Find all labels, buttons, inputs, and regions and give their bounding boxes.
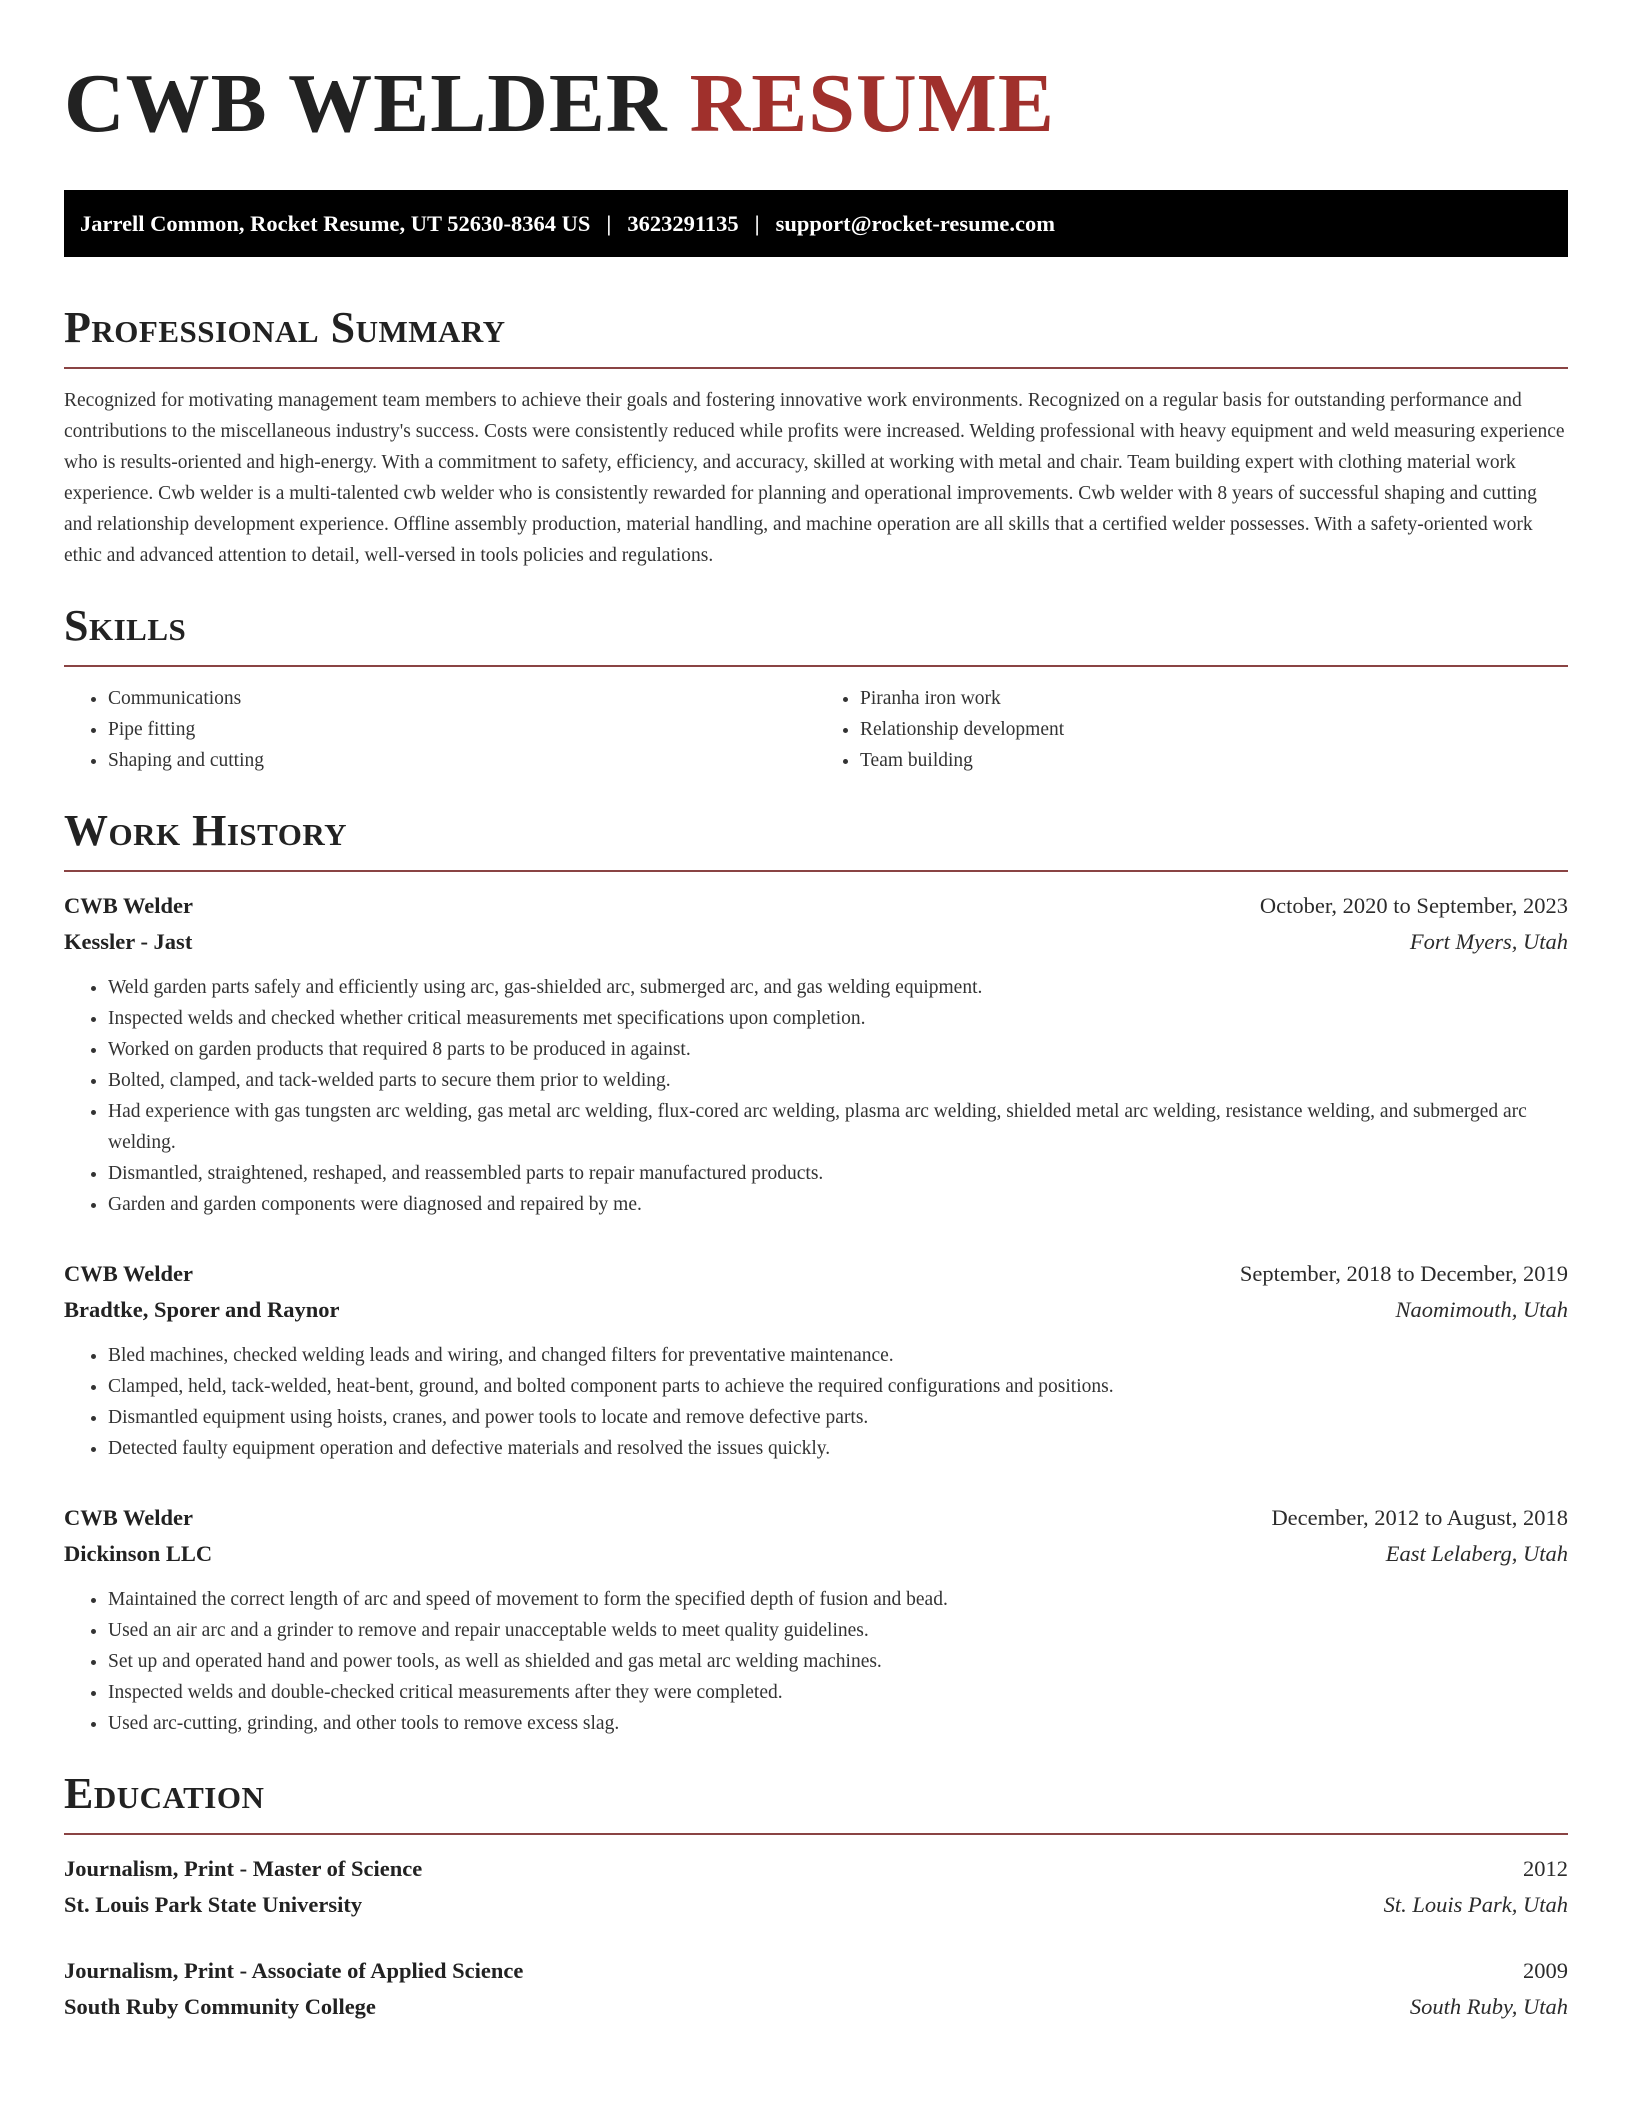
skills-heading: Skills [64, 601, 187, 650]
section-divider [64, 870, 1568, 872]
education-degree: Journalism, Print - Master of Science [64, 1856, 423, 1881]
skill-item: • Team building [860, 745, 1568, 776]
job-company: Bradtke, Sporer and Raynor [64, 1297, 340, 1322]
job-bullet: • Dismantled, straightened, reshaped, and reassembled parts to repair manufactured products. [108, 1158, 1568, 1189]
education-degree: Journalism, Print - Associate of Applied Science [64, 1958, 524, 1983]
job-title: CWB Welder [64, 893, 193, 918]
work-heading: Work History [64, 806, 348, 855]
job-company: Kessler - Jast [64, 929, 193, 954]
section-divider [64, 1833, 1568, 1835]
job-bullets [64, 1340, 1568, 1464]
job-bullet: • Weld garden parts safely and efficiently using arc, gas-shielded arc, submerged arc, and gas welding equipment. [108, 972, 1568, 1003]
job-bullet: • Used an air arc and a grinder to remove and repair unacceptable welds to meet quality guidelines. [108, 1615, 1568, 1646]
job-entry [64, 1500, 1568, 1739]
contact-separator: | [606, 210, 612, 236]
education-year: 2012 [1523, 1856, 1568, 1881]
summary-heading: Professional Summary [64, 303, 506, 352]
education-entry [64, 1953, 1568, 2025]
education-entry [64, 1851, 1568, 1923]
contact-separator: | [754, 210, 760, 236]
job-dates: October, 2020 to September, 2023 [1259, 893, 1568, 918]
job-bullet: • Maintained the correct length of arc and speed of movement to form the specified depth of fusion and bead. [108, 1584, 1568, 1615]
job-bullet: • Inspected welds and double-checked critical measurements after they were completed. [108, 1677, 1568, 1708]
job-bullet: • Worked on garden products that required 8 parts to be produced in against. [108, 1034, 1568, 1065]
education-location: St. Louis Park, Utah [1383, 1892, 1568, 1917]
skill-item: • Relationship development [860, 714, 1568, 745]
title-main: CWB WELDER [64, 57, 668, 150]
job-dates: December, 2012 to August, 2018 [1271, 1505, 1568, 1530]
section-divider [64, 367, 1568, 369]
job-bullet: • Dismantled equipment using hoists, cranes, and power tools to locate and remove defective parts. [108, 1402, 1568, 1433]
job-bullet: • Clamped, held, tack-welded, heat-bent, ground, and bolted component parts to achieve the required configurations and positions. [108, 1371, 1568, 1402]
education-school: South Ruby Community College [64, 1994, 376, 2019]
job-dates: September, 2018 to December, 2019 [1239, 1261, 1568, 1286]
job-location: Naomimouth, Utah [1395, 1297, 1568, 1322]
job-title: CWB Welder [64, 1261, 193, 1286]
job-location: East Lelaberg, Utah [1385, 1541, 1568, 1566]
job-bullet: • Inspected welds and checked whether critical measurements met specifications upon completion. [108, 1003, 1568, 1034]
job-company: Dickinson LLC [64, 1541, 213, 1566]
skills-list [64, 683, 1568, 776]
section-divider [64, 665, 1568, 667]
job-entry [64, 1256, 1568, 1464]
job-bullet: • Used arc-cutting, grinding, and other tools to remove excess slag. [108, 1708, 1568, 1739]
contact-email: support@rocket-resume.com [775, 210, 1056, 236]
job-bullet: • Bled machines, checked welding leads and wiring, and changed filters for preventative maintenance. [108, 1340, 1568, 1371]
education-school: St. Louis Park State University [64, 1892, 363, 1917]
job-entry [64, 888, 1568, 1220]
education-location: South Ruby, Utah [1409, 1994, 1568, 2019]
job-bullet: • Set up and operated hand and power tools, as well as shielded and gas metal arc welding machines. [108, 1646, 1568, 1677]
job-location: Fort Myers, Utah [1409, 929, 1568, 954]
education-year: 2009 [1523, 1958, 1568, 1983]
skills-column-right [816, 683, 1568, 776]
contact-address: Jarrell Common, Rocket Resume, UT 52630-8364 US [80, 210, 591, 236]
job-title: CWB Welder [64, 1505, 193, 1530]
skill-item: • Piranha iron work [860, 683, 1568, 714]
contact-bar [64, 190, 1568, 257]
skill-item: • Pipe fitting [108, 714, 816, 745]
summary-text: Recognized for motivating management team members to achieve their goals and fostering innovative work environments. Recognized on a regular basis for outstanding performance and contributions to the miscellaneous industry's success. Costs were consistently reduced while profits were increased. Welding professional with heavy equipment and weld measuring experience who is results-oriented and high-energy. With a commitment to safety, efficiency, and accuracy, skilled at working with metal and chair. Team building expert with clothing material work experience. Cwb welder is a multi-talented cwb welder who is consistently rewarded for planning and operational improvements. Cwb welder with 8 years of successful shaping and cutting and relationship development experience. Offline assembly production, material handling, and machine operation are all skills that a certified welder possesses. With a safety-oriented work ethic and advanced attention to detail, well-versed in tools policies and regulations. [64, 390, 1565, 566]
resume-title [64, 0, 1568, 148]
job-bullet: • Detected faulty equipment operation and defective materials and resolved the issues quickly. [108, 1433, 1568, 1464]
job-bullet: • Had experience with gas tungsten arc welding, gas metal arc welding, flux-cored arc welding, plasma arc welding, shielded metal arc welding, resistance welding, and submerged arc welding. [108, 1096, 1568, 1158]
job-bullet: • Bolted, clamped, and tack-welded parts to secure them prior to welding. [108, 1065, 1568, 1096]
contact-phone: 3623291135 [627, 210, 739, 236]
skills-column-left [64, 683, 816, 776]
education-heading: Education [64, 1769, 265, 1818]
title-accent: RESUME [689, 57, 1055, 150]
job-bullet: • Garden and garden components were diagnosed and repaired by me. [108, 1189, 1568, 1220]
skill-item: • Communications [108, 683, 816, 714]
job-bullets [64, 972, 1568, 1220]
skill-item: • Shaping and cutting [108, 745, 816, 776]
job-bullets [64, 1584, 1568, 1739]
